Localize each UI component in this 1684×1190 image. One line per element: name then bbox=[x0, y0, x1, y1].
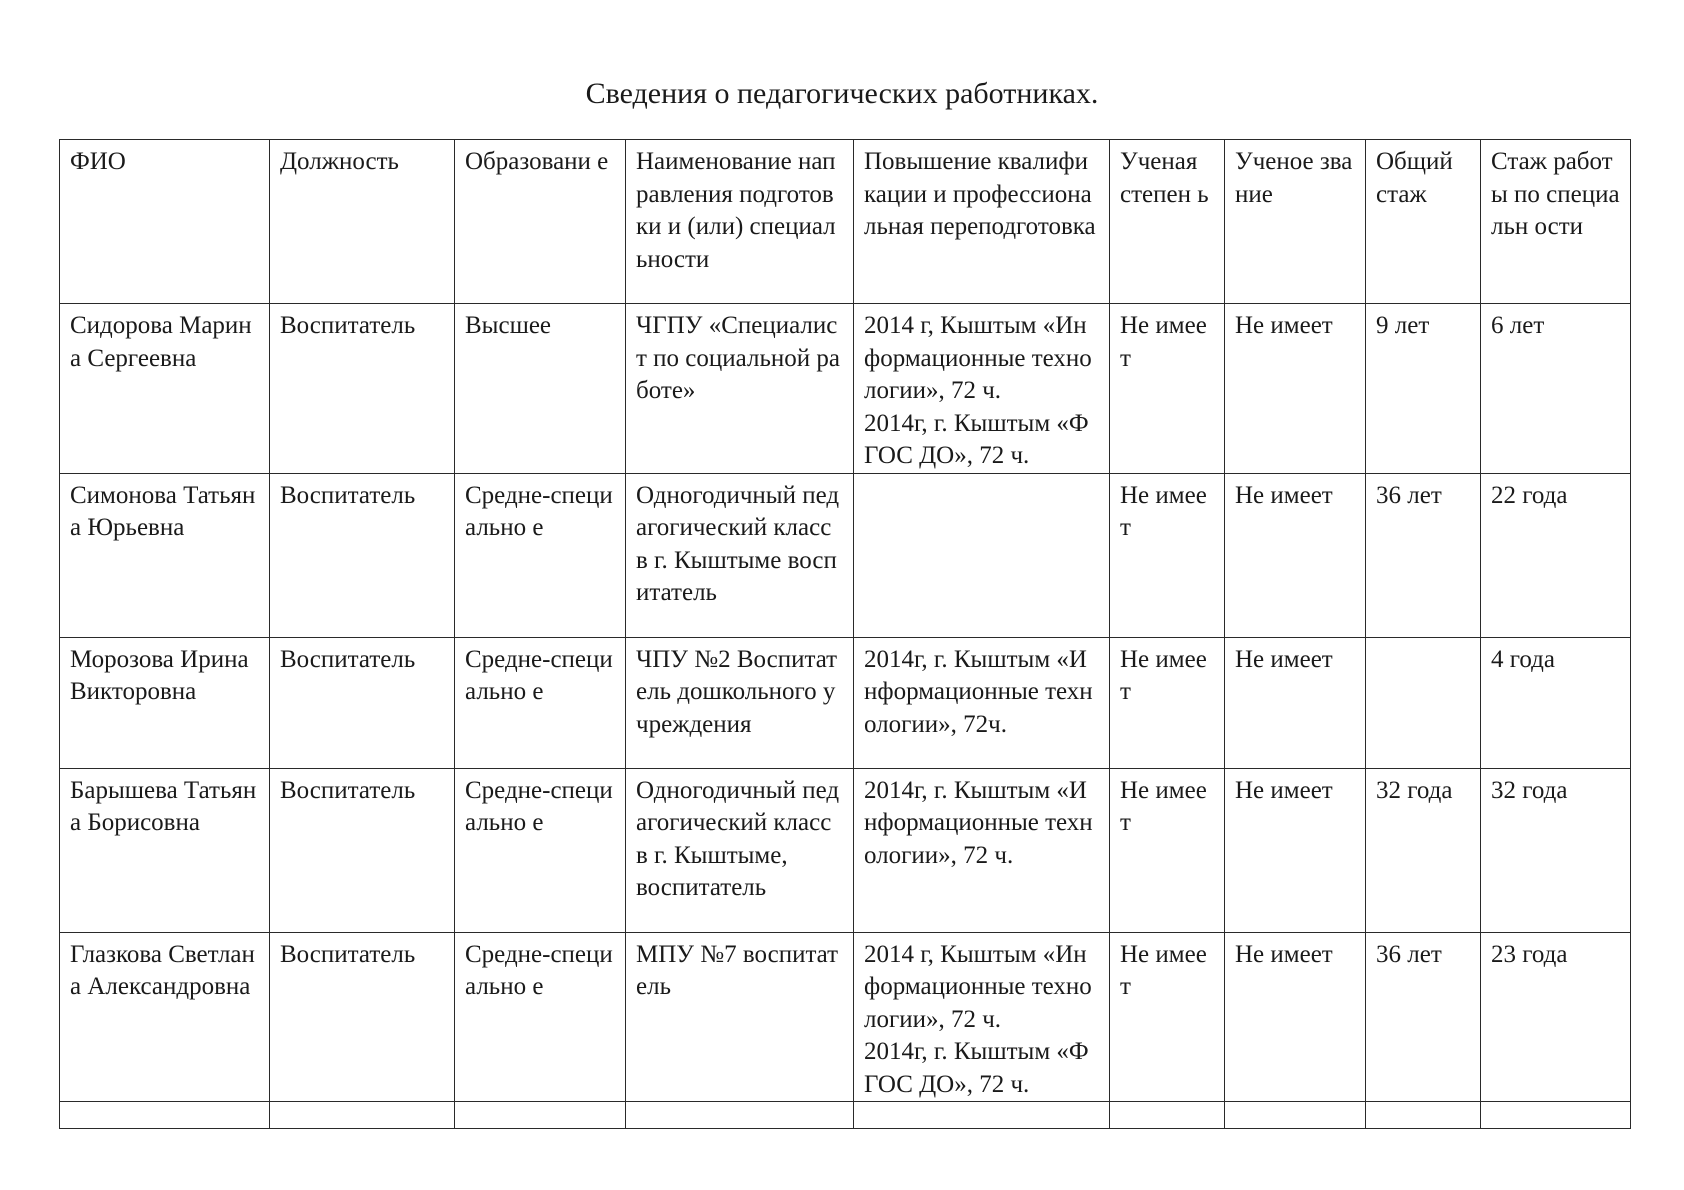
cell-position: Воспитатель bbox=[270, 932, 455, 1102]
cell-specialty: ЧГПУ «Специалист по социальной работе» bbox=[626, 304, 854, 474]
cell-specialty: Одногодичный педагогический класс в г. Кыштыме, воспитатель bbox=[626, 768, 854, 932]
cell-fio: Сидорова Марина Сергеевна bbox=[60, 304, 270, 474]
table-row bbox=[60, 768, 1631, 932]
header-total-experience: Общий стаж bbox=[1366, 140, 1481, 304]
cell-total-experience: 32 года bbox=[1366, 768, 1481, 932]
header-position: Должность bbox=[270, 140, 455, 304]
empty-cell bbox=[60, 1102, 270, 1129]
page-title: Сведения о педагогических работниках. bbox=[585, 77, 1099, 110]
cell-education: Средне-специально е bbox=[455, 637, 626, 768]
cell-training: 2014 г, Кыштым «Информационные технологии», 72 ч. 2014г, г. Кыштым «ФГОС ДО», 72 ч. bbox=[854, 932, 1110, 1102]
cell-position: Воспитатель bbox=[270, 637, 455, 768]
cell-education: Средне-специально е bbox=[455, 473, 626, 637]
cell-specialty: ЧПУ №2 Воспитатель дошкольного учреждения bbox=[626, 637, 854, 768]
cell-education: Высшее bbox=[455, 304, 626, 474]
cell-total-experience: 36 лет bbox=[1366, 473, 1481, 637]
empty-cell bbox=[1225, 1102, 1366, 1129]
cell-training: 2014г, г. Кыштым «Информационные технологии», 72ч. bbox=[854, 637, 1110, 768]
cell-degree: Не имеет bbox=[1110, 304, 1225, 474]
table-row bbox=[60, 932, 1631, 1102]
empty-table-row bbox=[60, 1102, 1631, 1129]
header-degree: Ученая степен ь bbox=[1110, 140, 1225, 304]
cell-specialty-experience: 6 лет bbox=[1481, 304, 1631, 474]
empty-cell bbox=[1481, 1102, 1631, 1129]
header-specialty: Наименование направления подготовки и (или) специальности bbox=[626, 140, 854, 304]
cell-specialty-experience: 4 года bbox=[1481, 637, 1631, 768]
cell-academic-title: Не имеет bbox=[1225, 768, 1366, 932]
table-row bbox=[60, 304, 1631, 474]
cell-total-experience: 9 лет bbox=[1366, 304, 1481, 474]
cell-education: Средне-специально е bbox=[455, 768, 626, 932]
empty-cell bbox=[455, 1102, 626, 1129]
header-education: Образовани е bbox=[455, 140, 626, 304]
empty-cell bbox=[1366, 1102, 1481, 1129]
cell-specialty-experience: 22 года bbox=[1481, 473, 1631, 637]
empty-cell bbox=[270, 1102, 455, 1129]
header-specialty-experience: Стаж работы по специальн ости bbox=[1481, 140, 1631, 304]
cell-specialty: Одногодичный педагогический класс в г. Кыштыме воспитатель bbox=[626, 473, 854, 637]
cell-education: Средне-специально е bbox=[455, 932, 626, 1102]
header-academic-title: Ученое звание bbox=[1225, 140, 1366, 304]
cell-academic-title: Не имеет bbox=[1225, 932, 1366, 1102]
staff-table bbox=[59, 139, 1631, 1129]
empty-cell bbox=[626, 1102, 854, 1129]
cell-position: Воспитатель bbox=[270, 304, 455, 474]
cell-specialty-experience: 32 года bbox=[1481, 768, 1631, 932]
table-row bbox=[60, 473, 1631, 637]
table-header-row bbox=[60, 140, 1631, 304]
cell-specialty: МПУ №7 воспитатель bbox=[626, 932, 854, 1102]
cell-degree: Не имеет bbox=[1110, 473, 1225, 637]
cell-training: 2014г, г. Кыштым «Информационные технологии», 72 ч. bbox=[854, 768, 1110, 932]
table-row bbox=[60, 637, 1631, 768]
cell-specialty-experience: 23 года bbox=[1481, 932, 1631, 1102]
cell-fio: Морозова Ирина Викторовна bbox=[60, 637, 270, 768]
cell-fio: Симонова Татьяна Юрьевна bbox=[60, 473, 270, 637]
cell-training bbox=[854, 473, 1110, 637]
cell-fio: Барышева Татьяна Борисовна bbox=[60, 768, 270, 932]
cell-position: Воспитатель bbox=[270, 473, 455, 637]
cell-position: Воспитатель bbox=[270, 768, 455, 932]
cell-total-experience: 36 лет bbox=[1366, 932, 1481, 1102]
empty-cell bbox=[1110, 1102, 1225, 1129]
cell-fio: Глазкова Светлана Александровна bbox=[60, 932, 270, 1102]
header-fio: ФИО bbox=[60, 140, 270, 304]
cell-degree: Не имеет bbox=[1110, 768, 1225, 932]
cell-training: 2014 г, Кыштым «Информационные технологии», 72 ч. 2014г, г. Кыштым «ФГОС ДО», 72 ч. bbox=[854, 304, 1110, 474]
empty-cell bbox=[854, 1102, 1110, 1129]
cell-total-experience bbox=[1366, 637, 1481, 768]
cell-academic-title: Не имеет bbox=[1225, 304, 1366, 474]
header-training: Повышение квалификации и профессиональная переподготовка bbox=[854, 140, 1110, 304]
cell-degree: Не имеет bbox=[1110, 932, 1225, 1102]
cell-academic-title: Не имеет bbox=[1225, 637, 1366, 768]
cell-academic-title: Не имеет bbox=[1225, 473, 1366, 637]
cell-degree: Не имеет bbox=[1110, 637, 1225, 768]
